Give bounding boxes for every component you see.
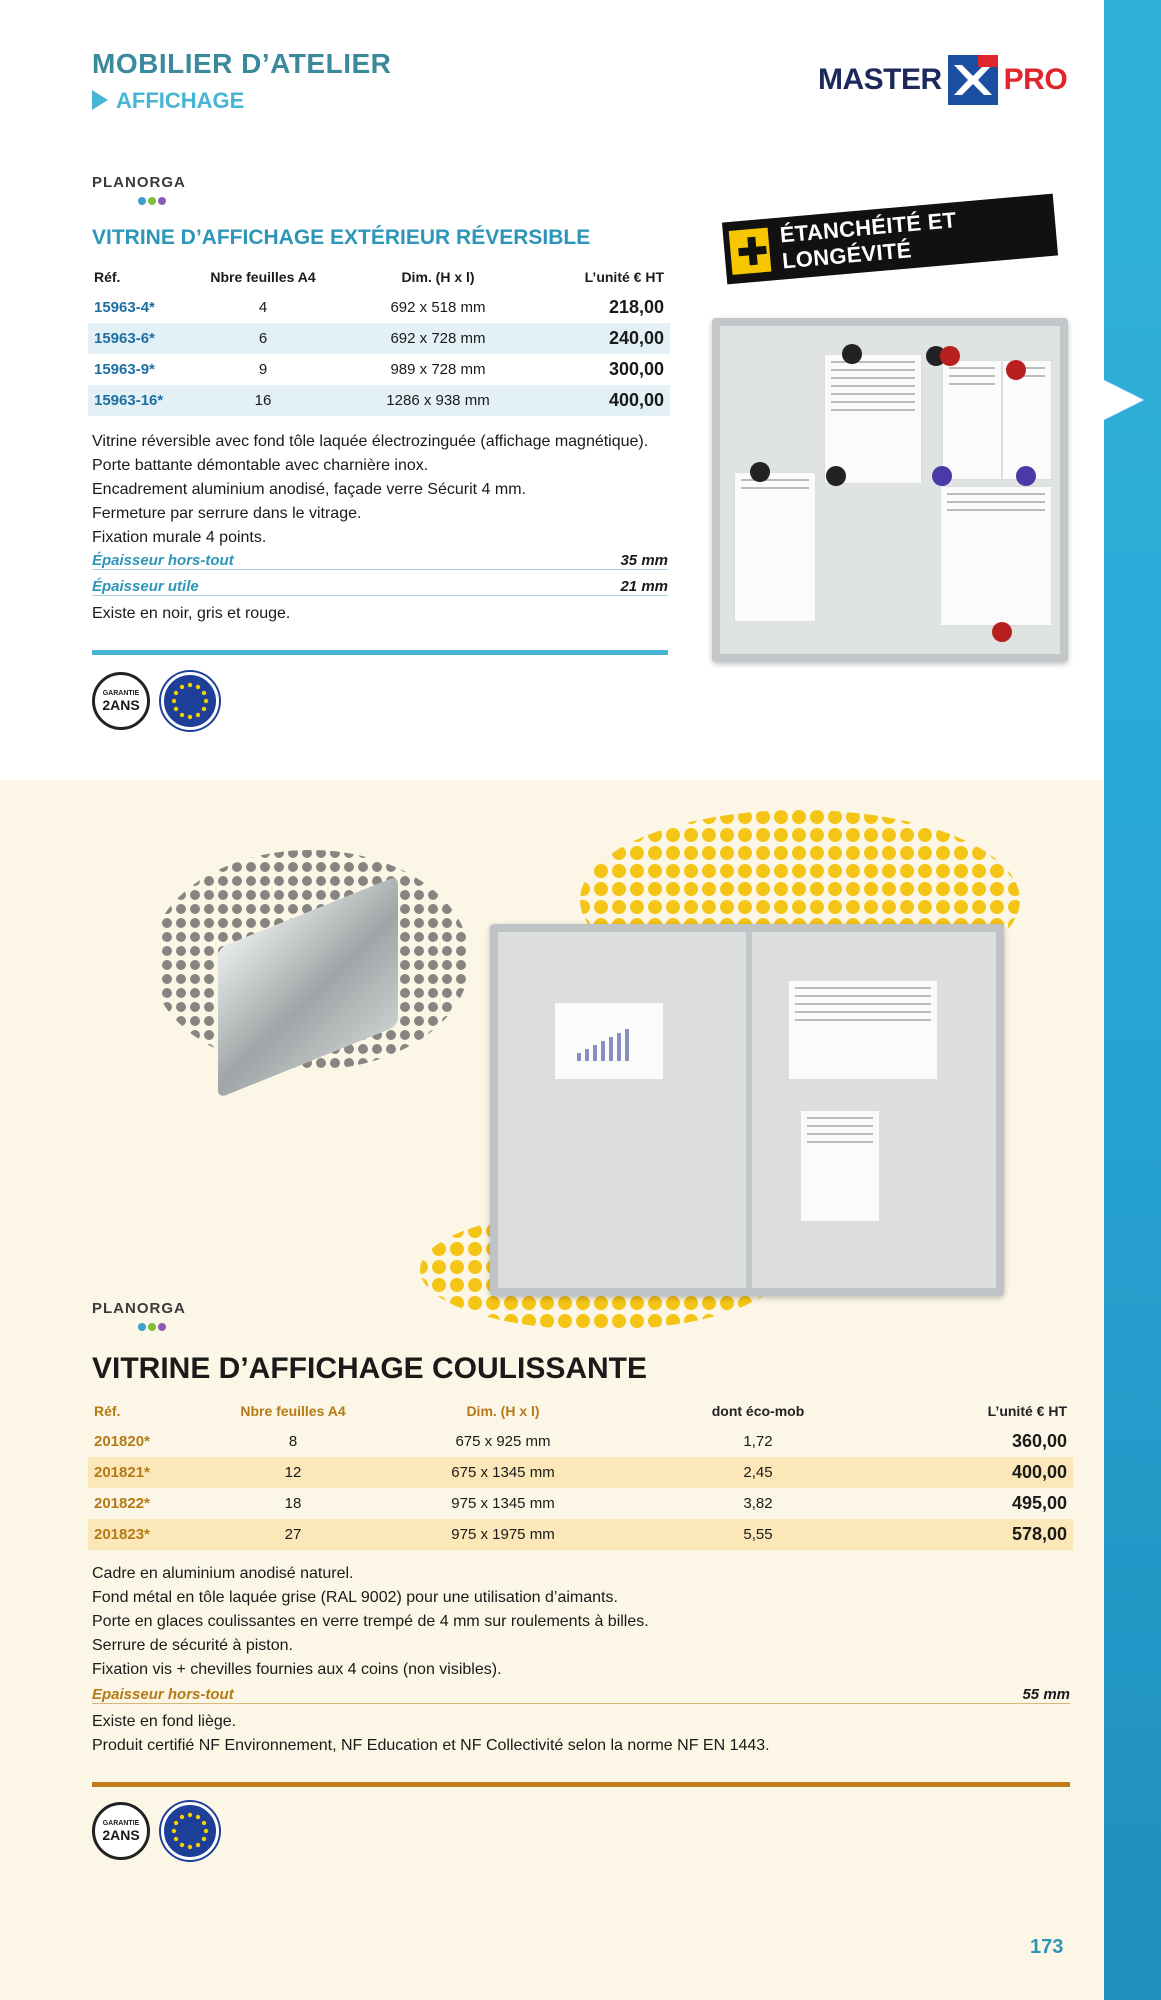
subcategory-label: AFFICHAGE	[116, 88, 245, 113]
row-sheets: 4	[258, 299, 268, 316]
description-line: Porte en glaces coulissantes en verre trempé de 4 mm sur roulements à billes.	[92, 1613, 649, 1630]
row-sheets: 8	[288, 1433, 298, 1450]
warranty-badge	[92, 1802, 150, 1860]
row-price: 495,00	[1011, 1493, 1067, 1513]
spec-row	[92, 578, 668, 596]
product-image-1	[712, 318, 1068, 662]
row-dim: 989 x 728 mm	[390, 361, 486, 378]
category-title: MOBILIER D’ATELIER	[92, 48, 392, 79]
spec-label: Épaisseur hors-tout	[92, 552, 234, 569]
row-dim: 692 x 518 mm	[390, 299, 486, 316]
col-dim: Dim. (H x l)	[466, 1403, 540, 1419]
row-price: 300,00	[608, 359, 664, 379]
warranty-years: 2ANS	[102, 697, 140, 713]
table-row	[88, 385, 670, 416]
product-title-2: VITRINE D’AFFICHAGE COULISSANTE	[92, 1352, 648, 1385]
row-sheets: 9	[258, 361, 268, 378]
stamp-text: ÉTANCHÉITÉ ET LONGÉVITÉ	[778, 207, 958, 274]
pinned-document	[942, 360, 1002, 480]
spec-value: 35 mm	[620, 552, 668, 569]
row-dim: 975 x 1345 mm	[451, 1495, 555, 1512]
section-divider	[92, 1782, 1070, 1787]
price-table-1	[88, 262, 670, 416]
pinned-document	[800, 1110, 880, 1222]
eu-flag-icon	[161, 1802, 219, 1860]
row-price: 400,00	[538, 385, 670, 416]
pinned-document	[734, 472, 816, 622]
table-header	[88, 262, 670, 292]
row-price: 360,00	[1011, 1431, 1067, 1451]
spec-value: 55 mm	[1022, 1686, 1070, 1703]
warranty-label: GARANTIE	[102, 690, 140, 697]
spec-label: Épaisseur utile	[92, 578, 199, 595]
table-row	[88, 1457, 1073, 1488]
table-row	[88, 292, 670, 323]
row-price: 578,00	[888, 1519, 1073, 1550]
color-note-1: Existe en noir, gris et rouge.	[92, 605, 291, 622]
pinned-document	[788, 980, 938, 1080]
note-line: Produit certifié NF Environnement, NF Education et NF Collectivité selon la norme NF EN 1443.	[92, 1737, 770, 1754]
brand-word-master: MASTER	[818, 63, 942, 96]
product-description-1	[92, 430, 672, 550]
spec-row	[92, 1686, 1070, 1704]
row-price: 218,00	[608, 297, 664, 317]
table-row	[88, 1488, 1073, 1519]
row-ref: 15963-6*	[88, 323, 188, 354]
row-sheets: 18	[284, 1495, 302, 1512]
warranty-label: GARANTIE	[102, 1820, 140, 1827]
spec-label: Epaisseur hors-tout	[92, 1686, 234, 1703]
row-price: 400,00	[888, 1457, 1073, 1488]
magnet-icon	[750, 462, 770, 482]
brand-cross-icon	[948, 55, 998, 105]
col-price: L’unité € HT	[584, 269, 664, 285]
magnet-icon	[1006, 360, 1026, 380]
eu-flag-icon	[161, 672, 219, 730]
description-line: Fixation murale 4 points.	[92, 529, 267, 546]
side-tab	[1104, 0, 1161, 265]
product-description-2	[92, 1562, 1052, 1682]
magnet-icon	[992, 622, 1012, 642]
row-ref: 15963-4*	[94, 299, 155, 316]
supplier-name: PLANORGA	[92, 174, 186, 191]
table-header	[88, 1396, 1073, 1426]
table-row	[88, 1426, 1073, 1457]
row-eco: 1,72	[743, 1433, 773, 1450]
pinned-chart-document	[554, 1002, 664, 1080]
row-eco: 5,55	[628, 1519, 888, 1550]
col-price: L’unité € HT	[987, 1403, 1067, 1419]
subcategory-title	[92, 88, 244, 114]
col-eco: dont éco-mob	[711, 1403, 805, 1419]
pinned-document	[940, 486, 1052, 626]
row-dim: 975 x 1975 mm	[378, 1519, 628, 1550]
row-dim: 675 x 1345 mm	[378, 1457, 628, 1488]
col-ref: Réf.	[94, 269, 121, 285]
row-ref: 201822*	[94, 1495, 150, 1512]
section-divider	[92, 650, 668, 655]
supplier-logo	[92, 174, 186, 200]
supplier-logo	[92, 1300, 186, 1326]
plus-icon	[729, 228, 771, 275]
arrow-right-icon	[92, 90, 108, 110]
supplier-name: PLANORGA	[92, 1300, 186, 1317]
magnet-icon	[1016, 466, 1036, 486]
row-ref: 15963-16*	[88, 385, 188, 416]
description-line: Serrure de sécurité à piston.	[92, 1637, 293, 1654]
bar-chart-icon	[555, 1003, 663, 1079]
row-price: 240,00	[538, 323, 670, 354]
row-dim: 1286 x 938 mm	[338, 385, 538, 416]
brand-word-pro: PRO	[1003, 63, 1068, 96]
magnet-icon	[932, 466, 952, 486]
side-decorative-band	[1104, 0, 1161, 2000]
page-number: 173	[1030, 1936, 1064, 1958]
note-line: Existe en fond liège.	[92, 1713, 237, 1730]
side-notch	[1104, 380, 1144, 420]
row-ref: 201820*	[94, 1433, 150, 1450]
masterpro-logo	[818, 54, 1067, 106]
table-row	[88, 1519, 1073, 1550]
description-line: Cadre en aluminium anodisé naturel.	[92, 1565, 354, 1582]
row-sheets: 27	[208, 1519, 378, 1550]
row-eco: 3,82	[743, 1495, 773, 1512]
feature-stamp	[722, 194, 1058, 285]
description-line: Fixation vis + chevilles fournies aux 4 coins (non visibles).	[92, 1661, 502, 1678]
product-notes-2	[92, 1710, 1052, 1758]
description-line: Vitrine réversible avec fond tôle laquée électrozinguée (affichage magnétique).	[92, 433, 649, 450]
supplier-dots-icon	[92, 1318, 186, 1326]
price-table-2	[88, 1396, 1073, 1550]
row-dim: 675 x 925 mm	[455, 1433, 551, 1450]
col-sheets: Nbre feuilles A4	[240, 1403, 346, 1419]
row-sheets: 16	[188, 385, 338, 416]
description-line: Fond métal en tôle laquée grise (RAL 9002) pour une utilisation d’aimants.	[92, 1589, 618, 1606]
product-image-2	[490, 924, 1004, 1296]
supplier-dots-icon	[92, 192, 186, 200]
description-line: Encadrement aluminium anodisé, façade verre Sécurit 4 mm.	[92, 481, 526, 498]
row-dim: 692 x 728 mm	[338, 323, 538, 354]
product-title-1: VITRINE D’AFFICHAGE EXTÉRIEUR RÉVERSIBLE	[92, 226, 591, 249]
magnet-icon	[826, 466, 846, 486]
magnet-icon	[940, 346, 960, 366]
row-eco: 2,45	[628, 1457, 888, 1488]
row-ref: 201821*	[88, 1457, 208, 1488]
table-row	[88, 354, 670, 385]
description-line: Porte battante démontable avec charnière inox.	[92, 457, 429, 474]
row-sheets: 12	[208, 1457, 378, 1488]
pinned-document	[824, 354, 922, 484]
col-ref: Réf.	[94, 1403, 121, 1419]
table-row	[88, 323, 670, 354]
sliding-door-divider	[746, 932, 752, 1288]
spec-value: 21 mm	[620, 578, 668, 595]
row-sheets: 6	[188, 323, 338, 354]
magnet-icon	[842, 344, 862, 364]
col-dim: Dim. (H x l)	[401, 269, 475, 285]
description-line: Fermeture par serrure dans le vitrage.	[92, 505, 362, 522]
spec-row	[92, 552, 668, 570]
col-sheets: Nbre feuilles A4	[210, 269, 316, 285]
row-ref: 15963-9*	[94, 361, 155, 378]
warranty-badge	[92, 672, 150, 730]
warranty-years: 2ANS	[102, 1827, 140, 1843]
row-ref: 201823*	[88, 1519, 208, 1550]
